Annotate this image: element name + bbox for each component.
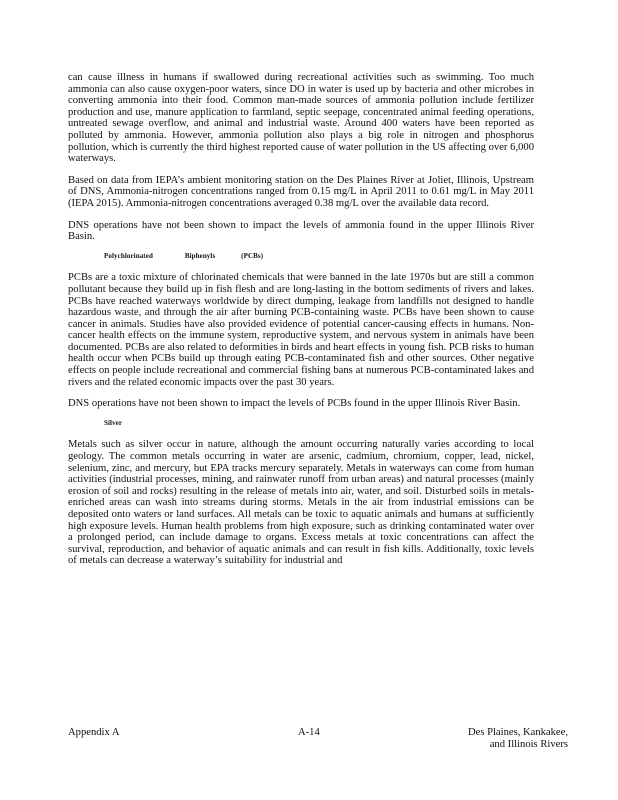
heading-word: Polychlorinated [104, 251, 153, 260]
paragraph-pcbs-effects: PCBs are a toxic mixture of chlorinated chemicals that were banned in the late 1970s but are still a common pollutant because they build up in fish flesh and are long-lasting in the bottom sediments of rivers and lakes. PCBs have reached waterways worldwide by direct dumping, leakage from landfills not designed to handle hazardous waste, and through the air after burning PCB-containing waste. PCBs have been shown to cause cancer in animals. Studies have also provided evidence of potential cancer-causing effects in humans. Non-cancer health effects on the immune system, reproductive system, and nervous system in animals have been documented. PCBs are also related to deformities in birds and heart effects in young fish. PCB risks to human health occur when PCBs build up through eating PCB-contaminated fish and other sources. Other negative effects on people include recreational and commercial fishing bans at numerous PCB-contaminated lakes and rivers and the related economic impacts over the past 30 years. [68, 272, 534, 388]
heading-word: Silver [104, 418, 123, 427]
paragraph-ammonia-dns: DNS operations have not been shown to impact the levels of ammonia found in the upper Illinois River Basin. [68, 219, 534, 243]
footer-title [408, 727, 568, 751]
paragraph-ammonia-effects: can cause illness in humans if swallowed during recreational activities such as swimming. Too much ammonia can also cause oxygen-poor waters, since DO in water is used up by bacteria and other microbes in converting ammonia into their food. Common man-made sources of ammonia pollution include fertilizer production and use, manure application to farmland, septic seepage, concentrated animal feeding operations, untreated sewage overflow, and animal and industrial waste. Around 400 waters have been reported as polluted by ammonia. However, ammonia pollution also plays a big role in nitrogen and phosphorus pollution, which is currently the third highest reported cause of water pollution in the US affecting over 6,000 waterways. [68, 72, 534, 165]
paragraph-pcbs-dns: DNS operations have not been shown to impact the levels of PCBs found in the upper Illinois River Basin. [68, 398, 521, 410]
paragraph-metals: Metals such as silver occur in nature, although the amount occurring naturally varies according to local geology. The common metals occurring in water are arsenic, cadmium, chromium, copper, lead, nickel, selenium, zinc, and mercury, but EPA tracks mercury separately. Metals in waterways can come from human activities (industrial processes, mining, and rainwater runoff from urban areas) and natural processes (mainly erosion of soil and rocks) resulting in the release of metals into air, water, and soil. Disturbed soils in metals-enriched areas can wash into streams during storms. Metals in the air from industrial emissions can be deposited onto waters or land surfaces. All metals can be toxic to aquatic animals and humans at sufficiently high exposure levels. Human health problems from high exposure, such as drinking contaminated water over a prolonged period, can include damage to organs. Excess metals at toxic concentrations can affect the survival, reproduction, and behavior of aquatic animals and can result in fish kills. Additionally, toxic levels of metals can decrease a waterway’s suitability for industrial and [68, 439, 534, 567]
section-heading-pcbs [104, 251, 534, 263]
heading-word: (PCBs) [241, 251, 264, 260]
footer-page-number: A-14 [298, 727, 320, 738]
footer-appendix: Appendix A [68, 727, 120, 738]
footer-title-line: and Illinois Rivers [489, 739, 568, 750]
paragraph-ammonia-data: Based on data from IEPA’s ambient monitoring station on the Des Plaines River at Joliet, Illinois, Upstream of DNS, Ammonia-nitrogen concentrations ranged from 0.15 mg/L in April 2011 to 0.61 mg/L in May 2011 (IEPA 2015). Ammonia-nitrogen concentrations averaged 0.38 mg/L over the available data record. [68, 174, 534, 209]
section-heading-silver [104, 418, 534, 430]
footer-title-line: Des Plaines, Kankakee, [467, 727, 568, 738]
document-body [68, 72, 534, 577]
heading-word: Biphenyls [184, 251, 216, 260]
